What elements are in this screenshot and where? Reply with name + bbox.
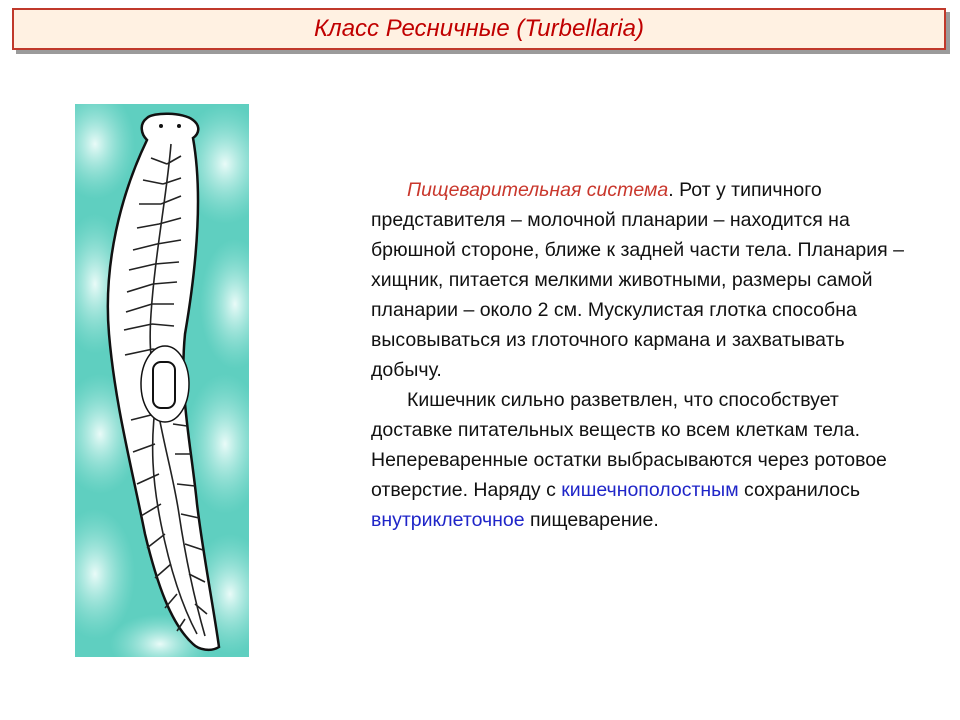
paragraph2-text-after: пищеварение. [524,509,659,531]
paragraph-digestive-system [371,175,916,385]
paragraph-intestine [371,385,916,535]
paragraph1-text: . Рот у типичного представителя – молочной планарии – находится на брюшной стороне, ближе к задней части тела. Планария – хищник, питается мелкими животными, размеры самой планарии – около 2 см. Мускулистая глотка способна высовываться из глоточного кармана и захватывать добычу. [371,179,904,381]
digestive-system-heading: Пищеварительная система [407,179,669,201]
pharynx [141,346,189,422]
term-intracellular: внутриклеточное [371,509,525,531]
planaria-illustration [75,104,249,657]
paragraph2-text-middle: сохранилось [738,479,861,501]
term-coelenterates: кишечнополостным [561,479,739,501]
slide-title: Класс Ресничные (Turbellaria) [314,15,644,42]
title-bar [12,8,946,50]
paragraph2-text-before: Кишечник сильно разветвлен, что способствует доставке питательных веществ ко всем клеткам тела. Непереваренные остатки выбрасываются через ротовое отверстие. Наряду с [371,389,887,501]
planaria-icon [75,104,249,657]
body-text [371,175,916,535]
